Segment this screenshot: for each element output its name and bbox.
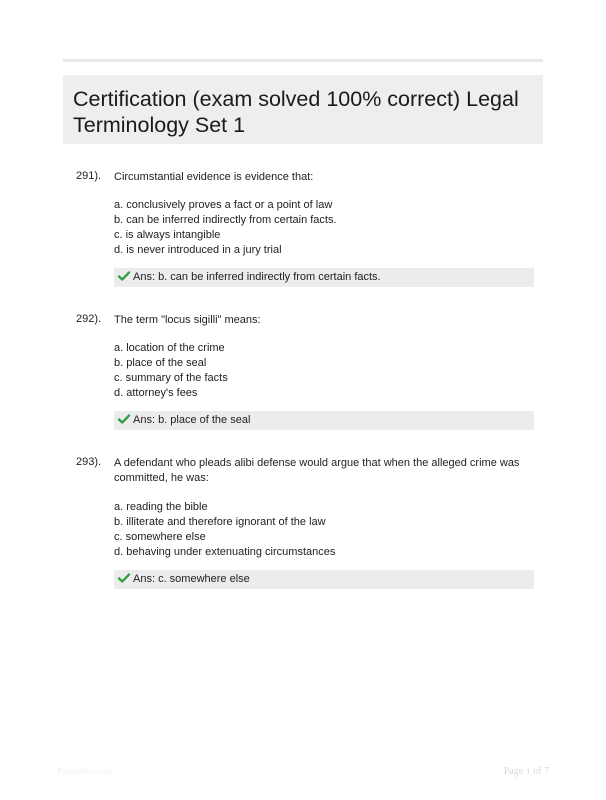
check-icon <box>118 573 130 583</box>
options-list <box>114 341 228 401</box>
option-a: a. location of the crime <box>114 342 225 354</box>
option-c: c. somewhere else <box>114 531 206 543</box>
option-a: a. reading the bible <box>114 501 208 513</box>
option-b: b. place of the seal <box>114 357 207 369</box>
answer-text: Ans: b. place of the seal <box>133 414 251 426</box>
option-d: d. attorney's fees <box>114 387 198 399</box>
footer-page-number: Page 1 of 7 <box>503 766 549 777</box>
option-c: c. is always intangible <box>114 229 221 241</box>
answer-box <box>114 268 534 287</box>
check-icon <box>118 271 130 281</box>
answer-text: Ans: c. somewhere else <box>133 573 250 585</box>
footer-site-watermark: Paperstitic.com <box>57 766 113 776</box>
options-list <box>114 198 337 258</box>
option-d: d. is never introduced in a jury trial <box>114 244 282 256</box>
question-text: The term "locus sigilli" means: <box>114 314 261 326</box>
options-list <box>114 500 335 560</box>
question-text: A defendant who pleads alibi defense would argue that when the alleged crime was committed, he was: <box>114 457 520 484</box>
check-icon <box>118 414 130 424</box>
question-number: 292). <box>76 313 102 325</box>
question-number: 291). <box>76 170 102 182</box>
answer-text: Ans: b. can be inferred indirectly from certain facts. <box>133 271 381 283</box>
question-text: Circumstantial evidence is evidence that: <box>114 171 314 183</box>
option-b: b. can be inferred indirectly from certain facts. <box>114 214 337 226</box>
top-divider <box>63 59 543 62</box>
answer-box <box>114 570 534 589</box>
question-number: 293). <box>76 456 102 468</box>
option-b: b. illiterate and therefore ignorant of the law <box>114 516 326 528</box>
title-banner <box>63 75 543 144</box>
option-a: a. conclusively proves a fact or a point of law <box>114 199 333 211</box>
answer-box <box>114 411 534 430</box>
document-title: Certification (exam solved 100% correct) Legal Terminology Set 1 <box>73 87 519 137</box>
option-c: c. summary of the facts <box>114 372 228 384</box>
option-d: d. behaving under extenuating circumstances <box>114 546 336 558</box>
